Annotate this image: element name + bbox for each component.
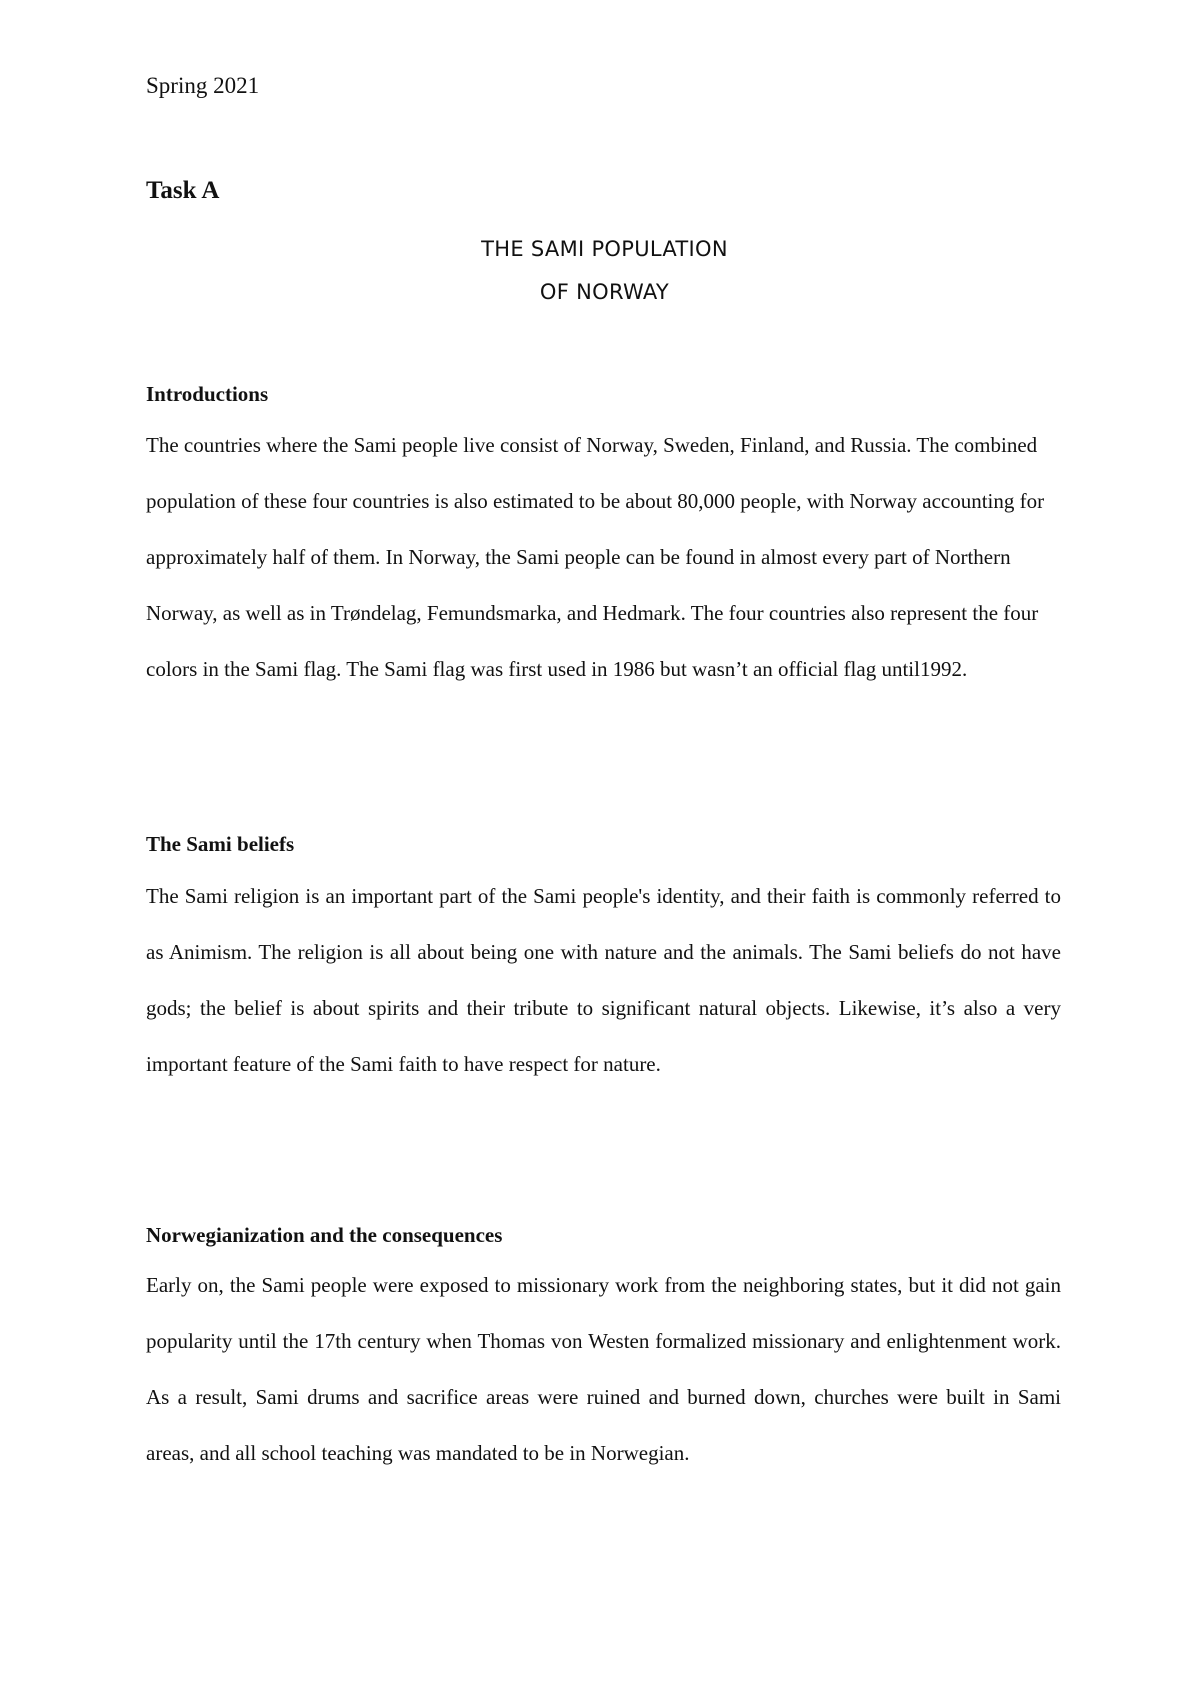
paragraph-norwegianization: Early on, the Sami people were exposed to missionary work from the neighboring states, but it did not gain popularity until the 17th century when Thomas von Westen formalized missionary and enlightenment work. As a result, Sami drums and sacrifice areas were ruined and burned down, churches were built in Sami areas, and all school teaching was mandated to be in Norwegian. <box>146 1273 1061 1465</box>
section-heading-introductions: Introductions <box>146 382 269 406</box>
paragraph-sami-beliefs: The Sami religion is an important part of the Sami people's identity, and their faith is commonly referred to as Animism. The religion is all about being one with nature and the animals. The Sami beliefs do not have gods; the belief is about spirits and their tribute to significant natural objects. Likewise, it’s also a very important feature of the Sami faith to have respect for nature. <box>146 884 1061 1076</box>
section-heading-sami-beliefs: The Sami beliefs <box>146 832 295 856</box>
paragraph-introductions: The countries where the Sami people live consist of Norway, Sweden, Finland, and Russia. The combined population of these four countries is also estimated to be about 80,000 people, with Norway accounting for approximately half of them. In Norway, the Sami people can be found in almost every part of Northern Norway, as well as in Trøndelag, Femundsmarka, and Hedmark. The four countries also represent the four colors in the Sami flag. The Sami flag was first used in 1986 but wasn’t an official flag until1992. <box>146 433 1045 681</box>
section-body-norwegianization <box>146 1257 1061 1481</box>
section-heading-norwegianization: Norwegianization and the consequences <box>146 1223 503 1247</box>
section-body-introductions <box>146 417 1061 697</box>
document-title-line-1: THE SAMI POPULATION <box>481 237 728 261</box>
task-heading: Task A <box>146 177 220 204</box>
section-body-sami-beliefs <box>146 868 1061 1092</box>
term-label: Spring 2021 <box>146 73 260 98</box>
document-title-line-2: OF NORWAY <box>539 280 670 304</box>
